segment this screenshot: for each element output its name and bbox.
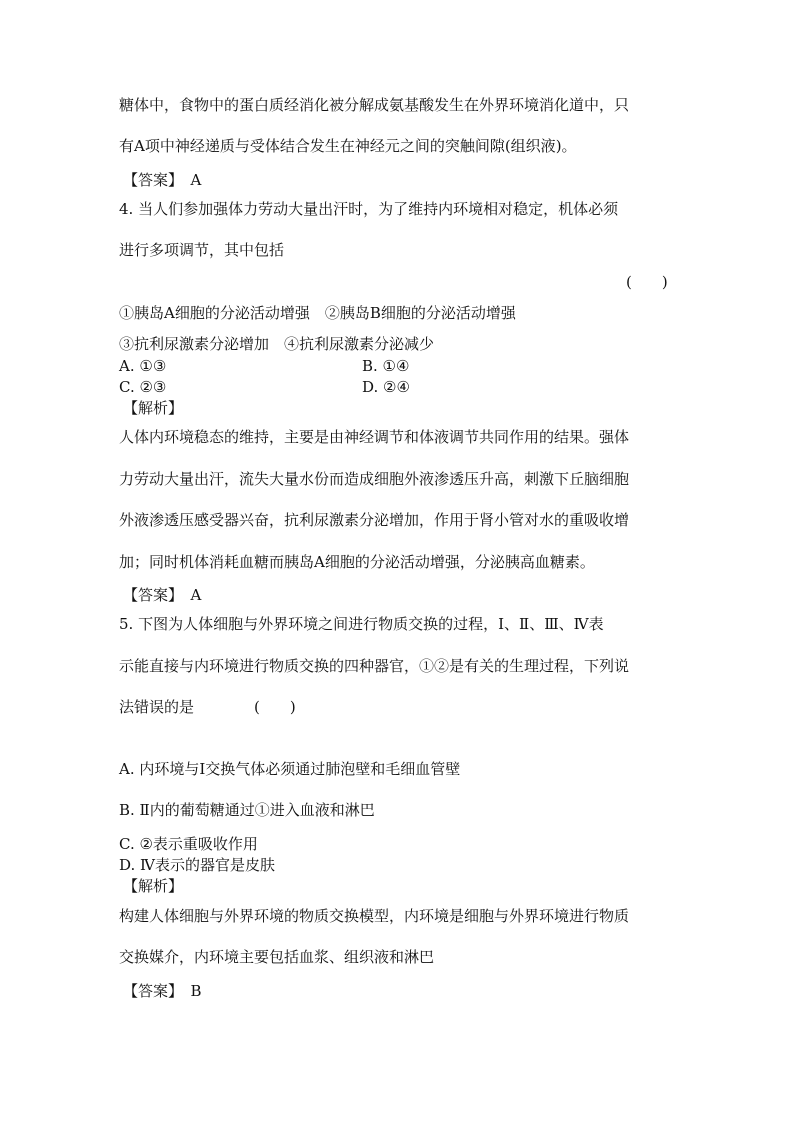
analysis-text: 加；同时机体消耗血糖而胰岛A细胞的分泌活动增强，分泌胰高血糖素。 [119,553,595,571]
option-b: B. ①④ [362,357,410,375]
analysis-text: 构建人体细胞与外界环境的物质交换模型，内环境是细胞与外界环境进行物质 [119,907,630,925]
question-4-stem: 4. 当人们参加强体力劳动大量出汗时，为了维持内环境相对稳定，机体必须 [119,200,619,218]
question-4-items: ③抗利尿激素分泌增加 ④抗利尿激素分泌减少 [119,335,435,353]
analysis-label: 【解析】 [123,877,184,895]
question-4-items: ①胰岛A细胞的分泌活动增强 ②胰岛B细胞的分泌活动增强 [119,304,516,322]
option-d: D. Ⅳ表示的器官是皮肤 [119,856,276,874]
analysis-text: 外液渗透压感受器兴奋，抗利尿激素分泌增加，作用于肾小管对水的重吸收增 [119,511,630,529]
answer-label: 【答案】 A [123,171,202,189]
analysis-text: 交换媒介，内环境主要包括血浆、组织液和淋巴 [119,948,435,966]
option-c: C. ②③ [119,378,167,396]
option-a: A. 内环境与Ⅰ交换气体必须通过肺泡壁和毛细血管壁 [119,760,461,778]
question-5-stem: 示能直接与内环境进行物质交换的四种器官，①②是有关的生理过程，下列说 [119,657,630,675]
answer-label: 【答案】 B [123,982,202,1000]
option-a: A. ①③ [119,357,167,375]
option-c: C. ②表示重吸收作用 [119,835,258,853]
analysis-label: 【解析】 [123,399,184,417]
text-line: 有A项中神经递质与受体结合发生在神经元之间的突触间隙(组织液)。 [119,137,577,155]
option-b: B. Ⅱ内的葡萄糖通过①进入血液和淋巴 [119,801,375,819]
analysis-text: 力劳动大量出汗，流失大量水份而造成细胞外液渗透压升高，刺激下丘脑细胞 [119,470,630,488]
option-d: D. ②④ [362,378,410,396]
answer-label: 【答案】 A [123,586,202,604]
text-line: 糖体中，食物中的蛋白质经消化被分解成氨基酸发生在外界环境消化道中，只 [119,96,630,114]
question-5-stem: 5. 下图为人体细胞与外界环境之间进行物质交换的过程，Ⅰ、Ⅱ、Ⅲ、Ⅳ表 [119,615,604,633]
question-4-stem: 进行多项调节，其中包括 [119,241,285,259]
analysis-text: 人体内环境稳态的维持，主要是由神经调节和体液调节共同作用的结果。强体 [119,428,630,446]
answer-blank: ( ) [626,273,668,291]
question-5-stem: 法错误的是 ( ) [119,698,296,716]
